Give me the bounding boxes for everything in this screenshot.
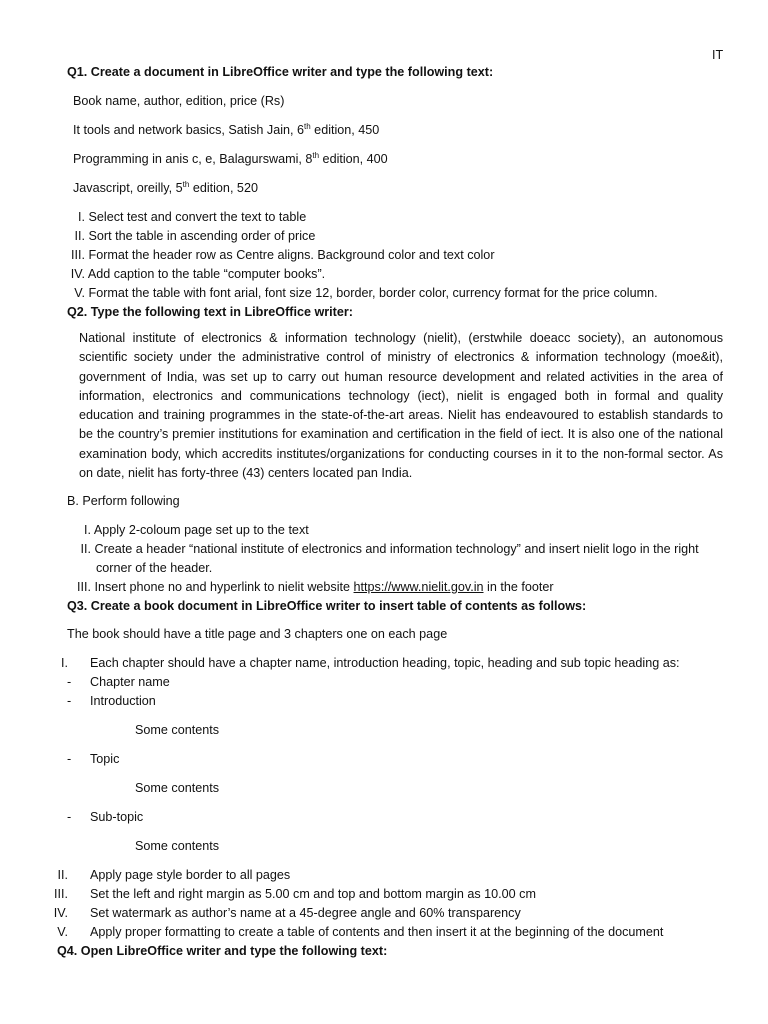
q2-task-continuation: corner of the header.	[96, 561, 213, 575]
q3-outline-content: Some contents	[135, 839, 220, 853]
q3-task: II. Apply page style border to all pages	[57, 868, 291, 882]
q1-line: Javascript, oreilly, 5th edition, 520	[73, 179, 258, 195]
q3-outline-heading: Topic	[90, 752, 120, 766]
q3-outline-content: Some contents	[135, 723, 220, 737]
q3-outline-content: Some contents	[135, 781, 220, 795]
q1-line: It tools and network basics, Satish Jain, 6th edition, 450	[73, 121, 380, 137]
q1-task: IV. Add caption to the table “computer books”.	[70, 267, 326, 281]
q3-item: I. Each chapter should have a chapter name, introduction heading, topic, heading and sub topic heading as:	[61, 656, 680, 670]
q1-title: Q1. Create a document in LibreOffice writer and type the following text:	[67, 65, 494, 79]
q4-title: Q4. Open LibreOffice writer and type the following text:	[57, 944, 388, 958]
q3-title: Q3. Create a book document in LibreOffice writer to insert table of contents as follows:	[67, 599, 587, 613]
nielit-website-link[interactable]: https://www.nielit.gov.in	[353, 580, 484, 594]
q1-line: Programming in anis c, e, Balagurswami, 8th edition, 400	[73, 150, 388, 166]
q1-task: I. Select test and convert the text to table	[78, 210, 307, 224]
q2-title: Q2. Type the following text in LibreOffice writer:	[67, 305, 353, 319]
q1-task: V. Format the table with font arial, font size 12, border, border color, currency format for the price column.	[74, 286, 658, 300]
q3-outline-dash: -	[67, 675, 72, 689]
q2-task: II. Create a header “national institute of electronics and information technology” and insert nielit logo in the right	[80, 542, 699, 556]
q3-outline-dash: -	[67, 694, 72, 708]
q1-task: III. Format the header row as Centre aligns. Background color and text color	[71, 248, 495, 262]
q3-intro: The book should have a title page and 3 chapters one on each page	[67, 627, 448, 641]
q1-line: Book name, author, edition, price (Rs)	[73, 94, 285, 108]
q3-outline-heading: Sub-topic	[90, 810, 144, 824]
q3-outline-heading: Chapter name	[90, 675, 170, 689]
q3-outline-heading: Introduction	[90, 694, 156, 708]
q3-task: IV. Set watermark as author’s name at a 45-degree angle and 60% transparency	[53, 906, 521, 920]
q3-task: V. Apply proper formatting to create a table of contents and then insert it at the beginning of the document	[57, 925, 664, 939]
q3-task: III. Set the left and right margin as 5.00 cm and top and bottom margin as 10.00 cm	[54, 887, 536, 901]
header-corner-label: IT	[712, 48, 724, 62]
q2-task: III. Insert phone no and hyperlink to nielit website https://www.nielit.gov.in in the footer	[77, 580, 554, 594]
q2-paragraph: National institute of electronics & information technology (nielit), (erstwhile doeacc society), an autonomous scientific society under the administrative control of ministry of electronics & information technology (moe&it), government of India, was set up to carry out human resource development and related activities in the area of information, electronics and communications technology (iect), nielit is engaged both in formal and quality education and training programmes in the state-of-the-art areas. Nielit has endeavoured to establish standards to be the country’s premier institutions for examination and certification in the field of iect. It is also one of the national examination body, which accredits institutes/organizations for conducting courses in it to the non-formal sector. As on date, nielit has forty-three (43) centers located pan India.	[79, 331, 723, 481]
q1-task: II. Sort the table in ascending order of price	[74, 229, 316, 243]
q3-outline-dash: -	[67, 752, 72, 766]
q2-part-b: B. Perform following	[67, 494, 180, 508]
q3-outline-dash: -	[67, 810, 72, 824]
q2-task: I. Apply 2-coloum page set up to the text	[84, 523, 309, 537]
